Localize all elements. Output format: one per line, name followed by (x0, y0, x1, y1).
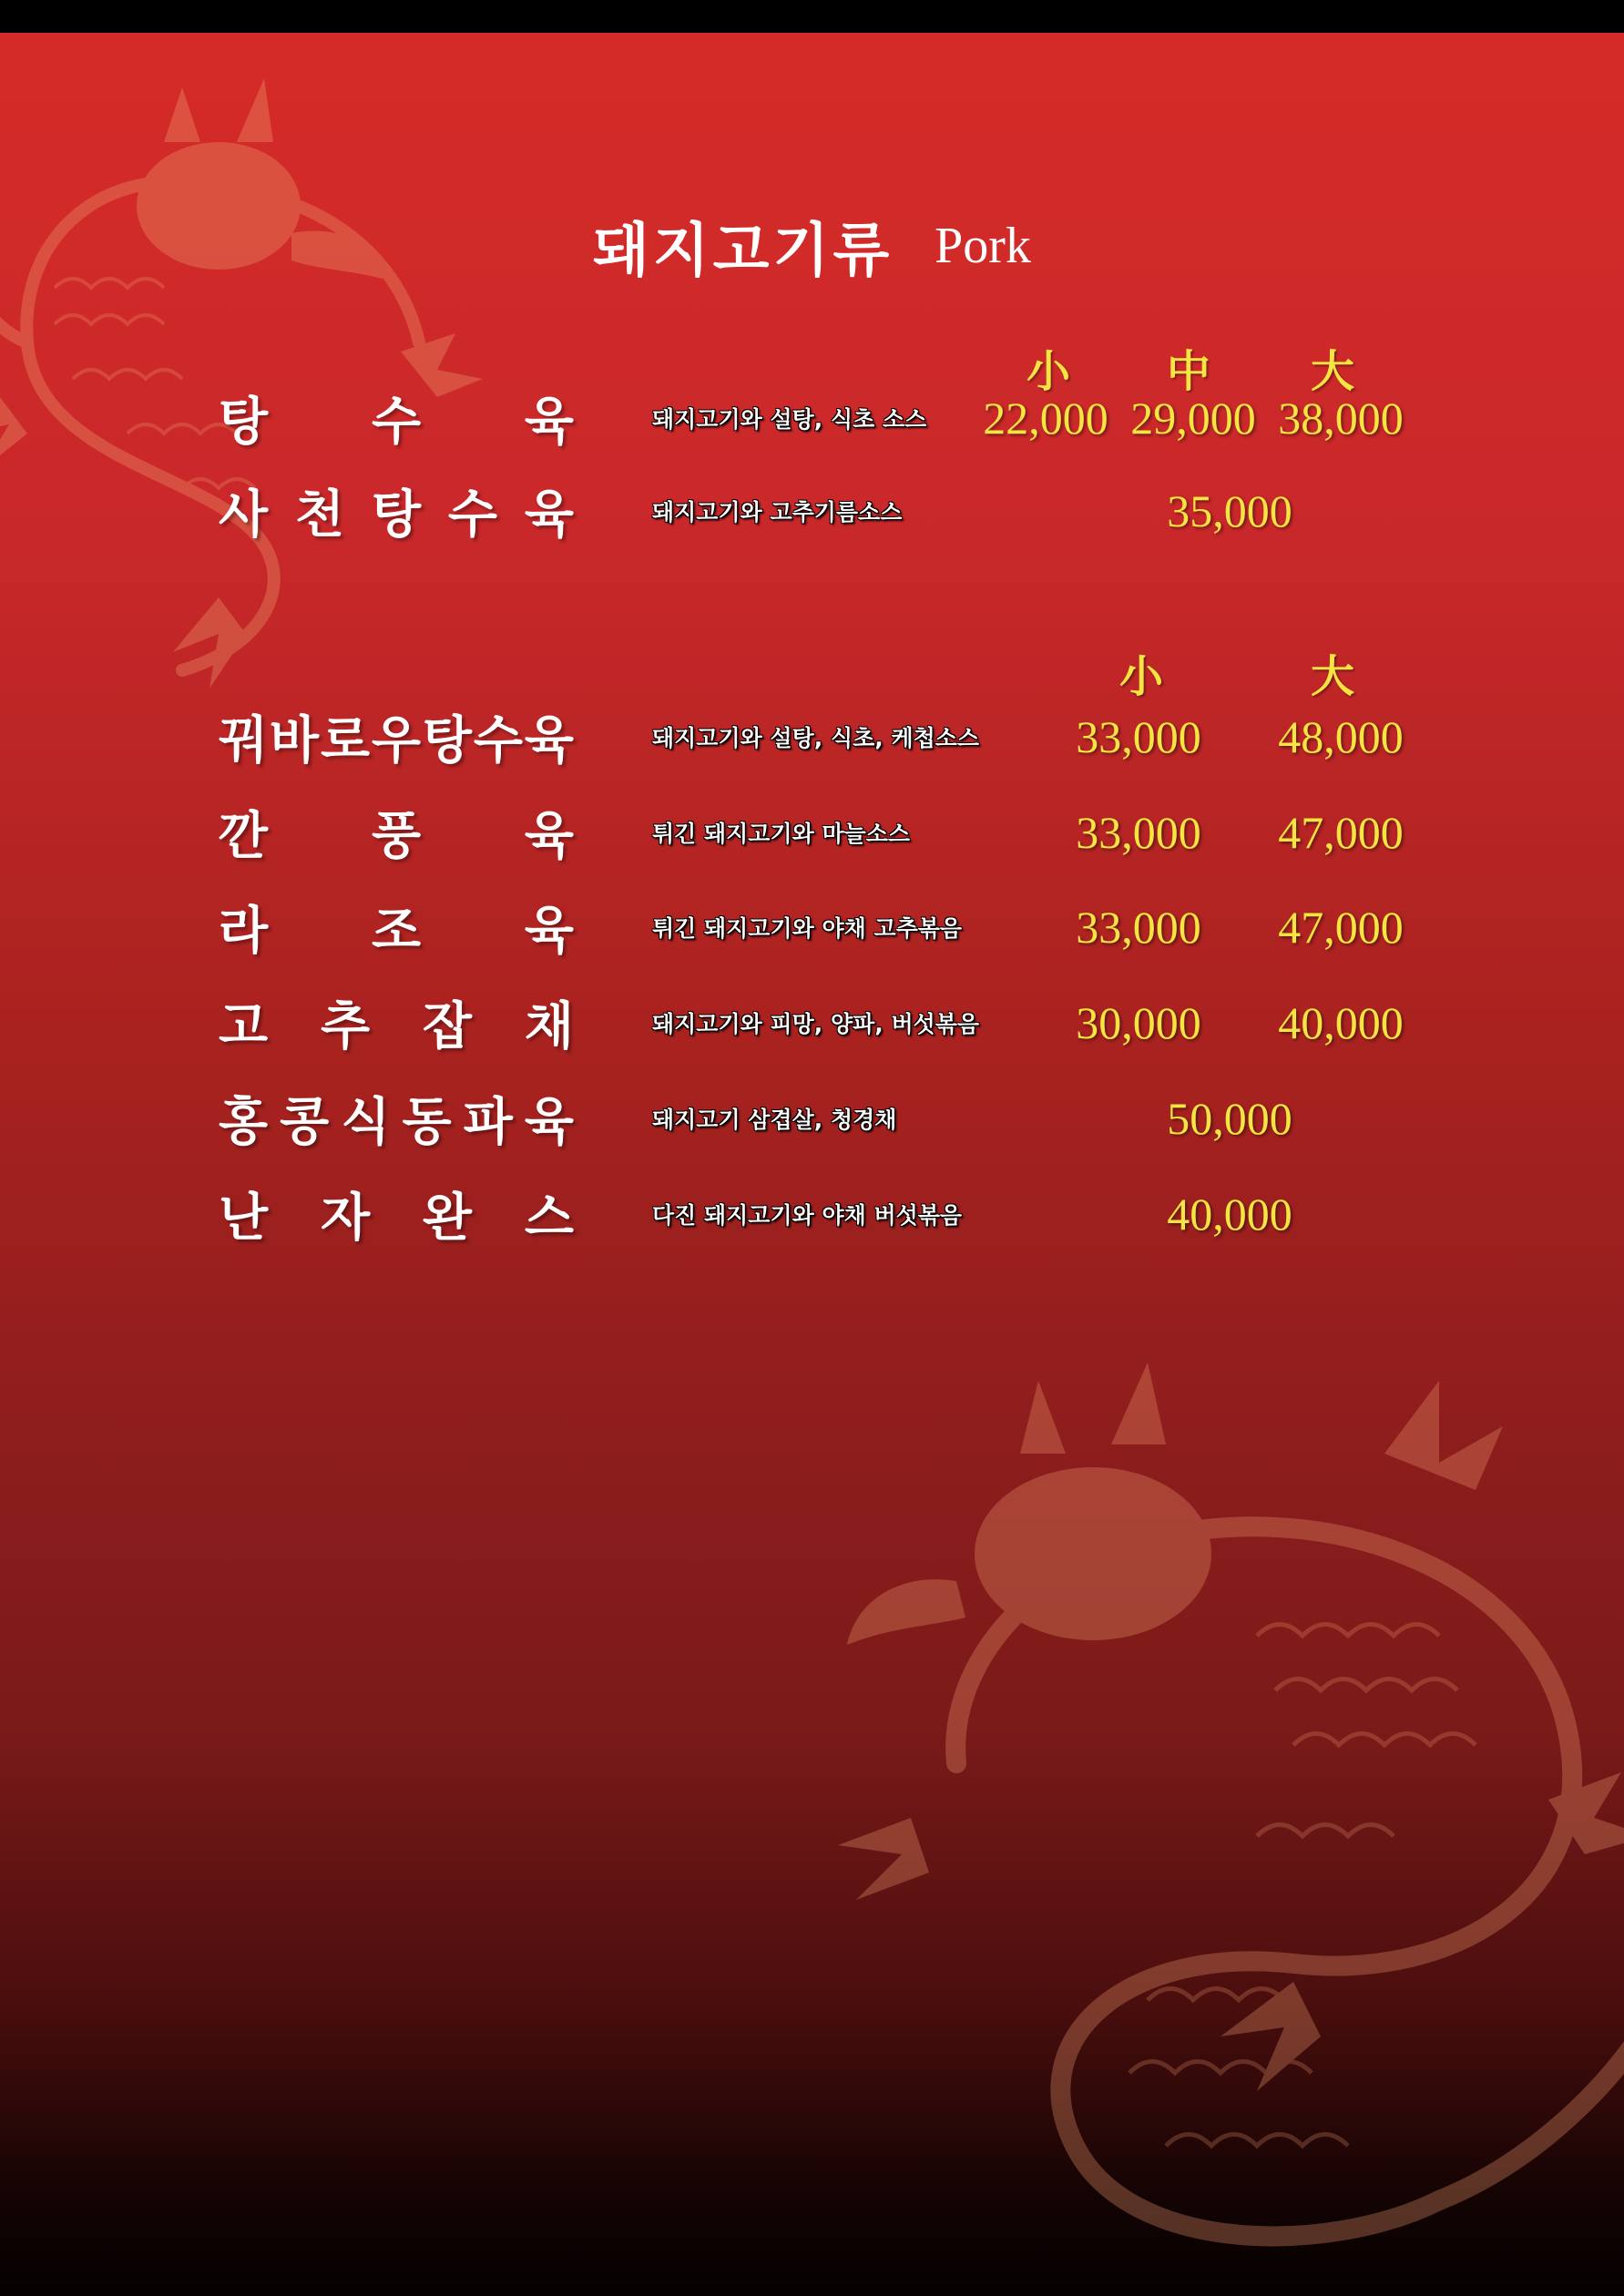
name-char: 고 (219, 997, 269, 1056)
price-single: 40,000 (1167, 1189, 1292, 1240)
menu-page (0, 33, 1624, 2296)
price-small: 33,000 (1076, 807, 1201, 858)
name-char: 꿔 (219, 711, 269, 770)
name-char: 육 (524, 902, 574, 961)
size-header-medium: 中 (1166, 346, 1210, 397)
top-border (0, 0, 1624, 33)
name-char: 난 (219, 1189, 269, 1248)
price-single: 50,000 (1167, 1093, 1292, 1144)
name-char: 천 (294, 485, 345, 545)
name-char: 완 (422, 1189, 473, 1248)
page-title (0, 204, 1624, 288)
name-char: 깐 (219, 807, 269, 866)
menu-item-description: 다진 돼지고기와 야채 버섯볶음 (652, 1202, 963, 1229)
name-char: 수 (473, 711, 523, 770)
price-small: 22,000 (983, 393, 1108, 444)
name-char: 육 (524, 711, 574, 770)
menu-item-name (219, 791, 574, 873)
size-header-large: 大 (1310, 651, 1354, 702)
price-single: 35,000 (1167, 485, 1292, 536)
menu-item (0, 696, 1624, 778)
menu-item (0, 1077, 1624, 1159)
menu-item-name (219, 696, 574, 778)
name-char: 동 (402, 1093, 452, 1152)
name-char: 조 (371, 902, 422, 961)
name-char: 우 (371, 711, 422, 770)
size-header-large: 大 (1310, 346, 1354, 397)
name-char: 자 (320, 1189, 371, 1248)
name-char: 육 (524, 807, 574, 866)
size-header-small: 小 (1118, 651, 1163, 702)
menu-item-description: 돼지고기와 고추기름소스 (652, 499, 903, 526)
menu-item-description: 돼지고기와 피망, 양파, 버섯볶음 (652, 1011, 980, 1037)
price-large: 47,000 (1278, 807, 1404, 858)
name-char: 육 (524, 393, 574, 452)
price-small: 33,000 (1076, 902, 1201, 953)
name-char: 사 (219, 485, 269, 545)
menu-item-description: 튀긴 돼지고기와 마늘소스 (652, 821, 911, 847)
price-large: 47,000 (1278, 902, 1404, 953)
name-char: 채 (524, 997, 574, 1056)
menu-item-name (219, 982, 574, 1064)
menu-item (0, 470, 1624, 552)
name-char: 스 (524, 1189, 574, 1248)
price-medium: 29,000 (1130, 393, 1256, 444)
name-char: 로 (320, 711, 371, 770)
menu-item-name (219, 470, 574, 552)
menu-item (0, 1173, 1624, 1255)
name-char: 바 (269, 711, 320, 770)
name-char: 파 (463, 1093, 513, 1152)
menu-item (0, 982, 1624, 1064)
menu-item-name (219, 886, 574, 968)
name-char: 풍 (371, 807, 422, 866)
title-english: Pork (935, 218, 1031, 274)
menu-item-name (219, 377, 574, 459)
price-large: 48,000 (1278, 711, 1404, 762)
price-small: 30,000 (1076, 997, 1201, 1048)
menu-item-description: 돼지고기와 설탕, 식초, 케첩소스 (652, 725, 980, 751)
name-char: 홍 (219, 1093, 269, 1152)
menu-item (0, 791, 1624, 873)
size-header-small: 小 (1026, 346, 1070, 397)
name-char: 콩 (280, 1093, 330, 1152)
price-large: 38,000 (1278, 393, 1404, 444)
dragon-icon (747, 1344, 1624, 2296)
name-char: 탕 (422, 711, 472, 770)
menu-item-description: 튀긴 돼지고기와 야채 고추볶음 (652, 915, 963, 942)
title-korean: 돼지고기류 (593, 218, 894, 285)
price-large: 40,000 (1278, 997, 1404, 1048)
menu-item (0, 377, 1624, 459)
name-char: 잡 (422, 997, 473, 1056)
menu-item (0, 886, 1624, 968)
name-char: 식 (341, 1093, 391, 1152)
name-char: 수 (447, 485, 498, 545)
price-small: 33,000 (1076, 711, 1201, 762)
name-char: 육 (524, 485, 574, 545)
menu-item-name (219, 1077, 574, 1159)
name-char: 라 (219, 902, 269, 961)
menu-item-name (219, 1173, 574, 1255)
name-char: 추 (320, 997, 371, 1056)
name-char: 탕 (219, 393, 269, 452)
name-char: 탕 (371, 485, 422, 545)
menu-item-description: 돼지고기와 설탕, 식초 소스 (652, 406, 927, 433)
name-char: 수 (371, 393, 422, 452)
name-char: 육 (524, 1093, 574, 1152)
menu-item-description: 돼지고기 삼겹살, 청경채 (652, 1107, 897, 1133)
